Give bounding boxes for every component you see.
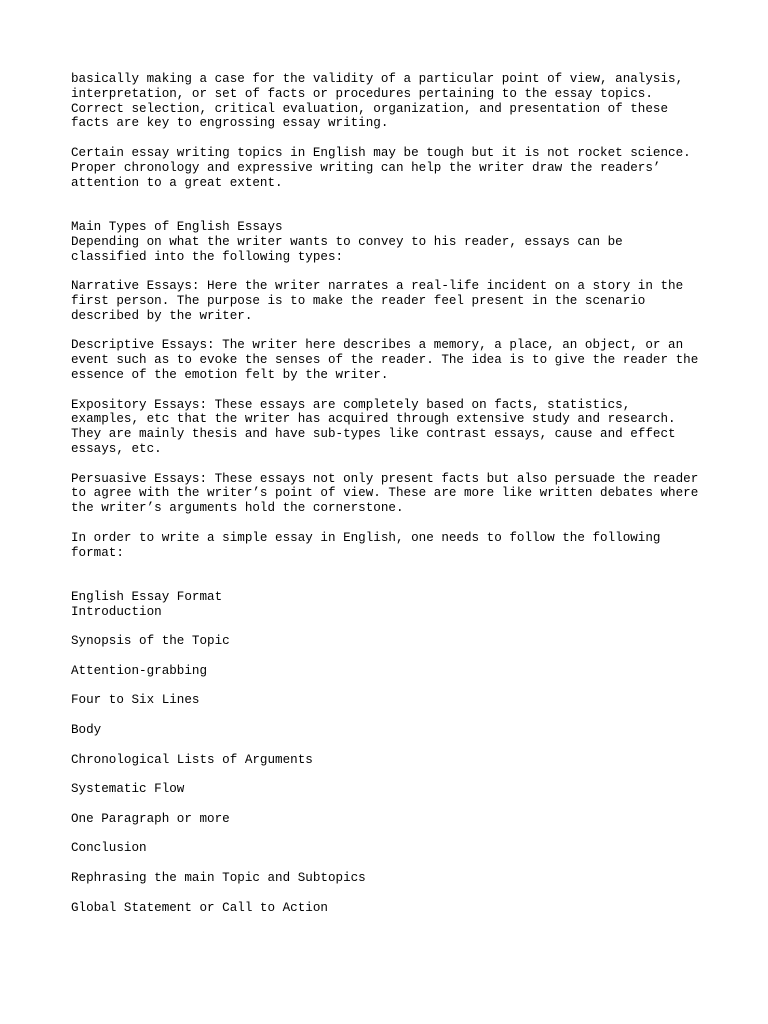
document-body — [71, 72, 711, 930]
format-item: Chronological Lists of Arguments — [71, 752, 313, 767]
format-item: Conclusion — [71, 841, 147, 856]
format-intro-paragraph: In order to write a simple essay in English, one needs to follow the following format: — [71, 530, 661, 560]
format-item: Rephrasing the main Topic and Subtopics — [71, 871, 366, 886]
intro-paragraph-2: Certain essay writing topics in English may be tough but it is not rocket science. Proper chronology and expressive writing can help the writer draw the readers’ attention to a great extent. — [71, 145, 691, 190]
format-item: Body — [71, 723, 102, 738]
format-item: Systematic Flow — [71, 782, 185, 797]
type-descriptive: Descriptive Essays: The writer here describes a memory, a place, an object, or an event such as to evoke the senses of the reader. The idea is to give the reader the essence of the emotion felt by the writer. — [71, 338, 699, 382]
type-expository: Expository Essays: These essays are completely based on facts, statistics, examples, etc that the writer has acquired through extensive study and research. They are mainly thesis and have sub-types like contrast essays, cause and effect essays, etc. — [71, 397, 676, 456]
format-item: Attention-grabbing — [71, 663, 208, 678]
format-item: Four to Six Lines — [71, 693, 200, 708]
types-intro: Depending on what the writer wants to convey to his reader, essays can be classified into the following types: — [71, 234, 623, 264]
format-heading: English Essay Format — [71, 589, 223, 604]
intro-paragraph-1: basically making a case for the validity of a particular point of view, analysis, interpretation, or set of facts or procedures pertaining to the essay topics. Correct selection, critical evaluation, organization, and presentation of these facts are key to engrossing essay writing. — [71, 72, 684, 131]
types-heading: Main Types of English Essays — [71, 219, 283, 234]
format-item-introduction: Introduction — [71, 604, 162, 619]
format-item: One Paragraph or more — [71, 811, 230, 826]
type-persuasive: Persuasive Essays: These essays not only present facts but also persuade the reader to agree with the writer’s point of view. These are more like written debates where the writer’s arguments hold the cornerstone. — [71, 471, 699, 516]
type-narrative: Narrative Essays: Here the writer narrates a real-life incident on a story in the first person. The purpose is to make the reader feel present in the scenario described by the writer. — [71, 279, 684, 323]
format-item: Global Statement or Call to Action — [71, 900, 328, 915]
section-spacer — [71, 205, 711, 220]
format-item: Synopsis of the Topic — [71, 634, 230, 649]
section-spacer — [71, 575, 711, 590]
